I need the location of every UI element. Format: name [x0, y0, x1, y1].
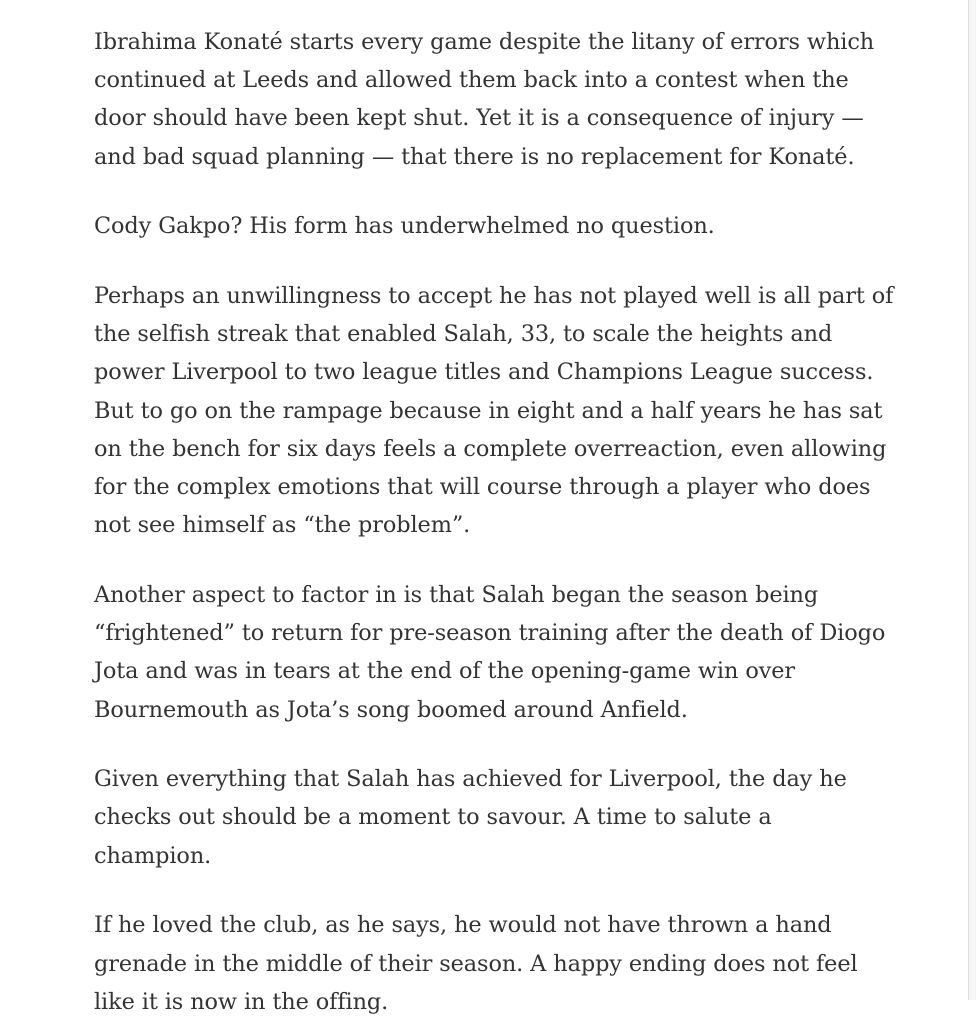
article-paragraph: Perhaps an unwillingness to accept he has not played well is all part of the selfish streak that enabled Salah, 33, to scale the heights and power Liverpool to two league titles and Champions League success. But to go on the rampage because in eight and a half years he has sat on the bench for six days feels a complete overreaction, even allowing for the complex emotions that will course through a player who does not see himself as “the problem”.	[94, 283, 894, 539]
article-paragraph: Ibrahima Konaté starts every game despite the litany of errors which continued at Leeds and allowed them back into a contest when the door should have been kept shut. Yet it is a consequence of injury — and bad squad planning — that there is no replacement for Konaté.	[94, 29, 875, 170]
article-paragraph: Cody Gakpo? His form has underwhelmed no question.	[94, 213, 715, 240]
article-body	[94, 23, 894, 1021]
article-paragraph: Given everything that Salah has achieved for Liverpool, the day he checks out should be a moment to savour. A time to salute a champion.	[94, 766, 847, 869]
scrollbar[interactable]	[968, 0, 976, 1000]
article-paragraph: If he loved the club, as he says, he would not have thrown a hand grenade in the middle of their season. A happy ending does not feel like it is now in the offing.	[94, 912, 858, 1015]
article-paragraph: Another aspect to factor in is that Salah began the season being “frightened” to return for pre-season training after the death of Diogo Jota and was in tears at the end of the opening-game win over Bournemouth as Jota’s song boomed around Anfield.	[94, 581, 886, 723]
